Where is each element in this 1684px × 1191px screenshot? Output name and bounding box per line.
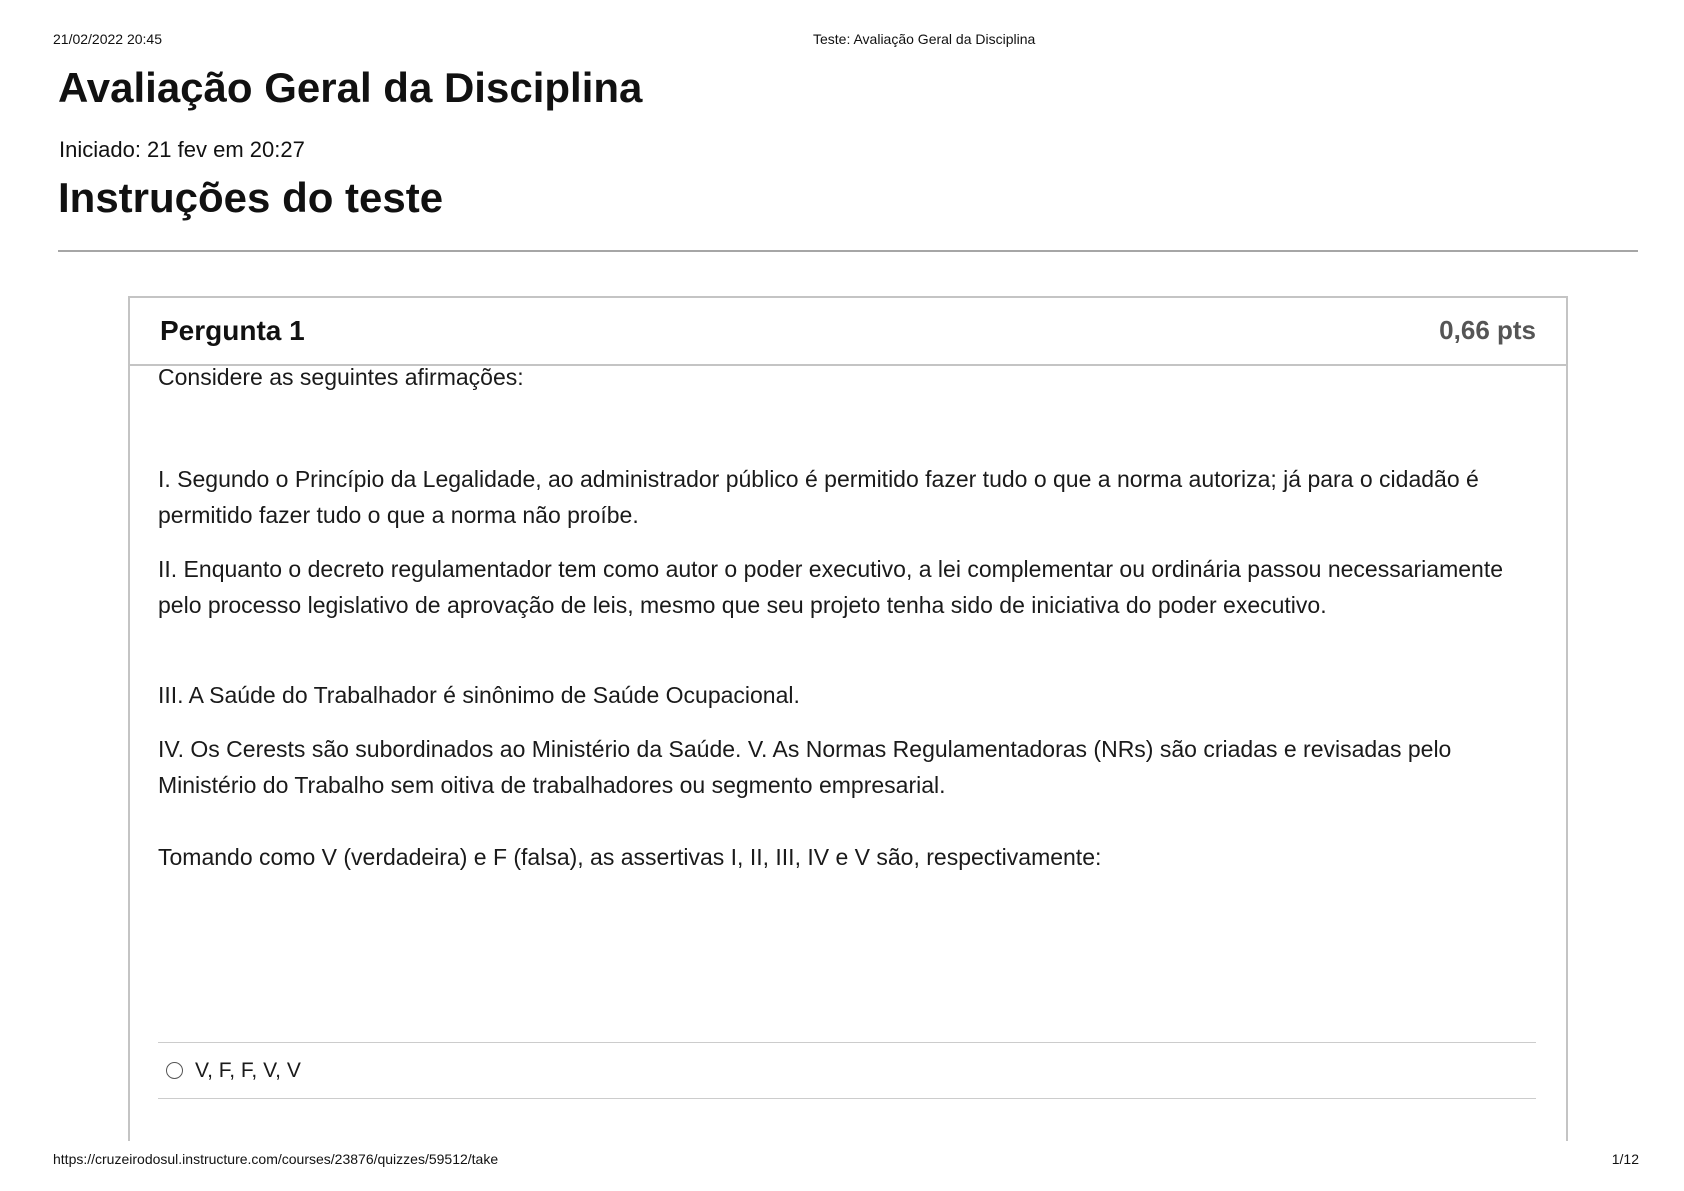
statement-1: I. Segundo o Princípio da Legalidade, ao administrador público é permitido fazer tudo o que a norma autoriza; já para o cidadão é permitido fazer tudo o que a norma não proíbe.	[158, 466, 1479, 528]
print-footer-page-number: 1/12	[1611, 1151, 1639, 1167]
answer-option-1[interactable]	[158, 1043, 1536, 1099]
page-title: Avaliação Geral da Disciplina	[58, 64, 643, 111]
print-header-title: Teste: Avaliação Geral da Disciplina	[813, 31, 1036, 47]
print-header-datetime: 21/02/2022 20:45	[53, 31, 162, 47]
question-points: 0,66 pts	[1439, 315, 1536, 345]
question-header	[130, 298, 1566, 366]
started-timestamp: Iniciado: 21 fev em 20:27	[59, 137, 305, 162]
instructions-heading: Instruções do teste	[58, 174, 444, 221]
question-intro: Considere as seguintes afirmações:	[158, 364, 524, 390]
question-number: Pergunta 1	[160, 315, 305, 346]
question-card	[128, 296, 1568, 1141]
statement-2: II. Enquanto o decreto regulamentador tem como autor o poder executivo, a lei complementar ou ordinária passou necessariamente pelo processo legislativo de aprovação de leis, mesmo que seu projeto tenha sido de iniciativa do poder executivo.	[158, 556, 1503, 618]
statement-3: III. A Saúde do Trabalhador é sinônimo de Saúde Ocupacional.	[158, 682, 800, 708]
header-divider	[58, 250, 1638, 252]
question-prompt: Tomando como V (verdadeira) e F (falsa), as assertivas I, II, III, IV e V são, respectivamente:	[158, 844, 1102, 870]
statement-4: IV. Os Cerests são subordinados ao Ministério da Saúde. V. As Normas Regulamentadoras (NRs) são criadas e revisadas pelo Ministério do Trabalho sem oitiva de trabalhadores ou segmento empresarial.	[158, 736, 1452, 798]
answer-label: V, F, F, V, V	[195, 1058, 301, 1082]
radio-button[interactable]	[166, 1062, 183, 1079]
print-footer-url: https://cruzeirodosul.instructure.com/courses/23876/quizzes/59512/take	[53, 1151, 499, 1167]
